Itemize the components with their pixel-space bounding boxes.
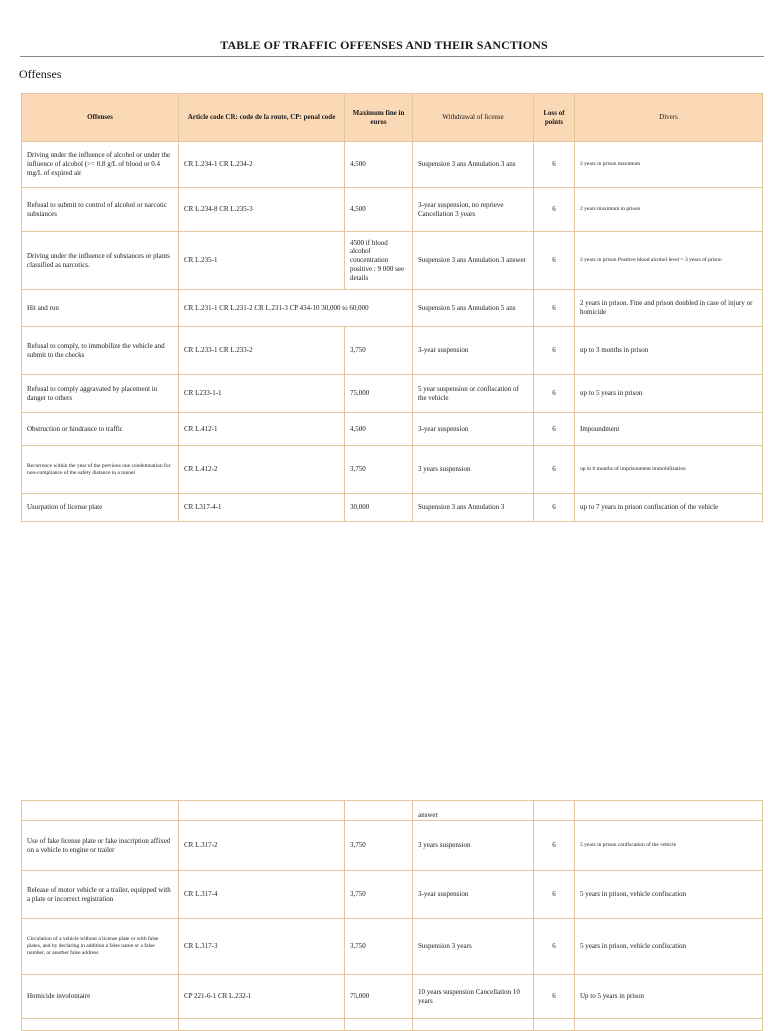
article-cell: CR L.235-1 xyxy=(179,232,345,290)
offense-cell: Hit and run xyxy=(22,290,179,327)
divers-cell: up to 6 months of imprisonment immobilization xyxy=(575,446,763,494)
withdrawal-cell: Suspension 3 ans Annulation 3 xyxy=(413,494,534,522)
divers-cell: 5 years in prison, vehicle confiscation xyxy=(575,919,763,975)
empty-cell xyxy=(575,1019,763,1031)
article-cell: CR L.412-1 xyxy=(179,413,345,446)
withdrawal-cell: 10 years suspension Cancellation 10 years xyxy=(413,975,534,1019)
fine-cell: 4,500 xyxy=(345,188,413,232)
empty-cell xyxy=(534,1019,575,1031)
offense-cell: Release of motor vehicle or a trailer, equipped with a plate or incorrect registration xyxy=(22,871,179,919)
table-row xyxy=(22,413,763,446)
divers-cell: up to 7 years in prison confiscation of the vehicle xyxy=(575,494,763,522)
divers-cell: Impoundment xyxy=(575,413,763,446)
withdrawal-cell: 3 years suspension xyxy=(413,446,534,494)
fine-cell: 75,000 xyxy=(345,975,413,1019)
fine-cell: 4500 if blood alcohol concentration positive : 9 000 see details xyxy=(345,232,413,290)
offense-cell: Usurpation of license plate xyxy=(22,494,179,522)
empty-cell xyxy=(534,801,575,821)
table-row xyxy=(22,142,763,188)
offense-cell: Recurrence within the year of the previous one condemnation for non-compliance of the safety distance in a tunnel xyxy=(22,446,179,494)
table-row xyxy=(22,871,763,919)
table-row xyxy=(22,494,763,522)
title-rule xyxy=(20,56,764,57)
offense-cell: Refusal to comply, to immobilize the vehicle and submit to the checks xyxy=(22,327,179,375)
article-cell: CR L233-1-1 xyxy=(179,375,345,413)
empty-cell xyxy=(22,1019,179,1031)
document-title: TABLE OF TRAFFIC OFFENSES AND THEIR SANCTIONS xyxy=(220,38,548,52)
article-cell: CR L.233-1 CR L.233-2 xyxy=(179,327,345,375)
article-cell: CR L.234-8 CR L.235-3 xyxy=(179,188,345,232)
offense-cell: Refusal to submit to control of alcohol or narcotic substances xyxy=(22,188,179,232)
table-row xyxy=(22,821,763,871)
article-cell: CR L.317-4 xyxy=(179,871,345,919)
withdrawal-cell: 5 year suspension or confiscation of the vehicle xyxy=(413,375,534,413)
divers-cell: 5 years in prison, vehicle confiscation xyxy=(575,871,763,919)
fine-cell: 3,750 xyxy=(345,327,413,375)
header-article: Article code CR: code de la route, CP: penal code xyxy=(179,94,345,142)
section-heading: Offenses xyxy=(19,67,62,81)
offense-cell: Homicide involontaire xyxy=(22,975,179,1019)
withdrawal-cell: Suspension 3 years xyxy=(413,919,534,975)
empty-cell xyxy=(22,801,179,821)
divers-cell: up to 3 months in prison xyxy=(575,327,763,375)
points-cell: 6 xyxy=(534,919,575,975)
points-cell: 6 xyxy=(534,413,575,446)
header-row xyxy=(22,94,763,142)
points-cell: 6 xyxy=(534,375,575,413)
points-cell: 6 xyxy=(534,232,575,290)
header-divers: Divers xyxy=(575,94,763,142)
points-cell: 6 xyxy=(534,188,575,232)
fine-cell: 3,750 xyxy=(345,871,413,919)
header-fine: Maximum fine in euros xyxy=(345,94,413,142)
points-cell: 6 xyxy=(534,446,575,494)
points-cell: 6 xyxy=(534,290,575,327)
empty-cell xyxy=(179,1019,345,1031)
table-row xyxy=(22,446,763,494)
points-cell: 6 xyxy=(534,327,575,375)
points-cell: 6 xyxy=(534,142,575,188)
article-cell: CR L.412-2 xyxy=(179,446,345,494)
withdrawal-cell: 3-year suspension xyxy=(413,327,534,375)
empty-cell xyxy=(179,801,345,821)
continuation-row xyxy=(22,801,763,821)
withdrawal-cell: Suspension 3 ans Annulation 3 ans xyxy=(413,142,534,188)
continuation-cell: answer xyxy=(413,801,534,821)
withdrawal-cell: 3-year suspension, no reprieve Cancellation 3 years xyxy=(413,188,534,232)
offense-cell: Circulation of a vehicle without a license plate or with false plates, and by declaring in addition a false name or a false number, or another false address xyxy=(22,919,179,975)
header-offenses: Offenses xyxy=(22,94,179,142)
article-cell: CP 221-6-1 CR L.232-1 xyxy=(179,975,345,1019)
divers-cell: up to 5 years in prison xyxy=(575,375,763,413)
table-row xyxy=(22,375,763,413)
points-cell: 6 xyxy=(534,871,575,919)
fine-cell: 3,750 xyxy=(345,446,413,494)
table-row xyxy=(22,919,763,975)
divers-cell: 2 years maximum in prison xyxy=(575,188,763,232)
withdrawal-cell: 3-year suspension xyxy=(413,413,534,446)
fine-cell: 3,750 xyxy=(345,919,413,975)
table-row xyxy=(22,232,763,290)
table-row xyxy=(22,327,763,375)
divers-cell: 5 years in prison confiscation of the vehicle xyxy=(575,821,763,871)
article-cell: CR L.317-2 xyxy=(179,821,345,871)
article-cell: CR L.317-3 xyxy=(179,919,345,975)
article-cell: CR L.231-1 CR L.231-2 CR L.231-3 CP 434-10 30,000 to 60,000 xyxy=(179,290,413,327)
header-points: Loss of points xyxy=(534,94,575,142)
empty-cell xyxy=(345,1019,413,1031)
withdrawal-cell: 3 years suspension xyxy=(413,821,534,871)
offenses-table xyxy=(21,93,763,522)
points-cell: 6 xyxy=(534,821,575,871)
article-cell: CR L317-4-1 xyxy=(179,494,345,522)
header-withdrawal: Withdrawal of license xyxy=(413,94,534,142)
withdrawal-cell: Suspension 3 ans Annulation 3 answer xyxy=(413,232,534,290)
withdrawal-cell: 3-year suspension xyxy=(413,871,534,919)
offenses-table-continued xyxy=(21,800,763,1031)
fine-cell: 75,000 xyxy=(345,375,413,413)
table-row xyxy=(22,188,763,232)
article-cell: CR L.234-1 CR L.234-2 xyxy=(179,142,345,188)
table-row-partial xyxy=(22,1019,763,1031)
divers-cell: Up to 5 years in prison xyxy=(575,975,763,1019)
fine-cell: 30,000 xyxy=(345,494,413,522)
withdrawal-cell: Suspension 5 ans Annulation 5 ans xyxy=(413,290,534,327)
divers-cell: 2 years in prison maximum xyxy=(575,142,763,188)
divers-cell: 2 years in prison. Fine and prison doubled in case of injury or homicide xyxy=(575,290,763,327)
fine-cell: 4,500 xyxy=(345,142,413,188)
offense-cell: Refusal to comply aggravated by placement in danger to others xyxy=(22,375,179,413)
fine-cell: 4,500 xyxy=(345,413,413,446)
points-cell: 6 xyxy=(534,494,575,522)
offense-cell: Driving under the influence of substances or plants classified as narcotics. xyxy=(22,232,179,290)
empty-cell xyxy=(413,1019,534,1031)
offense-cell: Use of fake license plate or fake inscription affixed on a vehicle to engine or trailer xyxy=(22,821,179,871)
table-row xyxy=(22,975,763,1019)
points-cell: 6 xyxy=(534,975,575,1019)
empty-cell xyxy=(575,801,763,821)
empty-cell xyxy=(345,801,413,821)
offense-cell: Obstruction or hindrance to traffic xyxy=(22,413,179,446)
offense-cell: Driving under the influence of alcohol or under the influence of alcohol (>= 0.8 g/L of blood or 0.4 mg/L of expired air xyxy=(22,142,179,188)
divers-cell: 2 years in prison Positive blood alcohol level = 3 years of prison xyxy=(575,232,763,290)
table-row xyxy=(22,290,763,327)
fine-cell: 3,750 xyxy=(345,821,413,871)
